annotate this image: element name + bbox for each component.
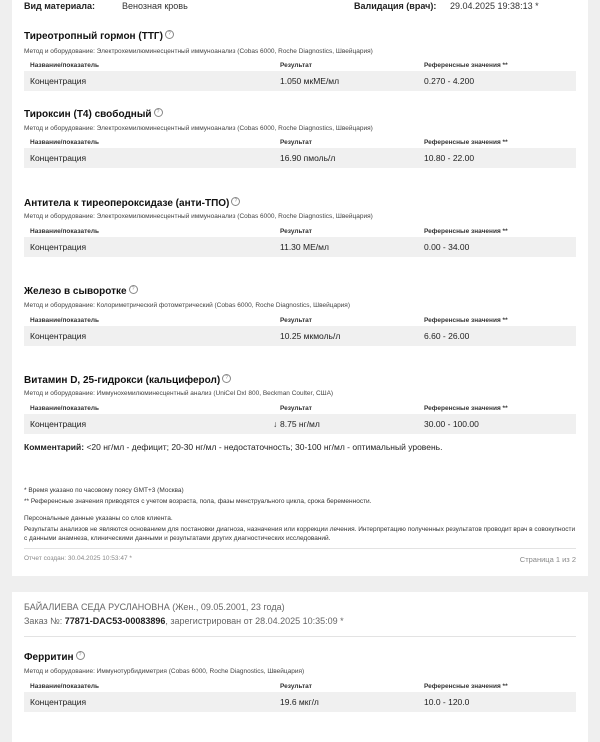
order-prefix: Заказ №: (24, 616, 63, 626)
comment-label: Комментарий: (24, 442, 85, 452)
material-value: Венозная кровь (122, 1, 188, 11)
material-label: Вид материала: (24, 1, 95, 11)
column-header-result: Результат (280, 405, 312, 412)
result-value: 8.75 нг/мл (280, 419, 320, 429)
patient-info: БАЙАЛИЕВА СЕДА РУСЛАНОВНА (Жен., 09.05.2001, 23 года) (24, 602, 285, 612)
info-icon[interactable]: ? (129, 285, 138, 294)
column-header-result: Результат (280, 317, 312, 324)
result-reference: 0.00 - 34.00 (424, 242, 470, 252)
result-name: Концентрация (30, 697, 87, 707)
test-title: Тироксин (Т4) свободный (24, 109, 152, 120)
column-header-name: Название/показатель (30, 62, 100, 69)
column-header-reference: Референсные значения ** (424, 228, 508, 235)
validation-label: Валидация (врач): (354, 1, 437, 11)
column-header-result: Результат (280, 228, 312, 235)
note-personal: Персональные данные указаны со слов клиента. (24, 515, 173, 522)
test-method: Метод и оборудование: Электрохемилюминесцентный иммуноанализ (Cobas 6000, Roche Diagnostics, Швейцария) (24, 48, 373, 55)
result-reference: 10.0 - 120.0 (424, 697, 470, 707)
order-number: 77871-DAC53-00083896 (64, 616, 166, 626)
test-title: Антитела к тиреопероксидазе (анти-ТПО) (24, 198, 230, 209)
test-method: Метод и оборудование: Колориметрический фотометрический (Cobas 6000, Roche Diagnostics, Швейцария) (24, 302, 350, 309)
note-disclaimer: Результаты анализов не являются основанием для постановки диагноза, назначения или коррекции лечения. Интерпретацию полученных результатов проводит врач в совокупности с данными анамнеза, клиническими данными и результатами других диагностических исследований. (24, 526, 576, 542)
note-reference: ** Референсные значения приводятся с учетом возраста, пола, фазы менструального цикла, срока беременности. (24, 498, 372, 505)
test-title: Витамин D, 25-гидрокси (кальциферол) (24, 375, 221, 386)
result-value: 10.25 мкмоль/л (280, 331, 341, 341)
column-header-result: Результат (280, 683, 312, 690)
footer-divider (24, 548, 576, 549)
result-value: 19.6 мкг/л (280, 697, 319, 707)
column-header-name: Название/показатель (30, 228, 100, 235)
column-header-name: Название/показатель (30, 317, 100, 324)
test-title: Ферритин (24, 652, 74, 663)
test-title: Тиреотропный гормон (ТТГ) (24, 31, 163, 42)
column-header-reference: Референсные значения ** (424, 405, 508, 412)
info-icon[interactable]: ? (165, 30, 174, 39)
test-method: Метод и оборудование: Электрохемилюминесцентный иммуноанализ (Cobas 6000, Roche Diagnostics, Швейцария) (24, 125, 373, 132)
column-header-reference: Референсные значения ** (424, 62, 508, 69)
low-value-arrow-icon: ↓ (273, 419, 278, 429)
info-icon[interactable]: ? (222, 374, 231, 383)
info-icon[interactable]: ? (76, 651, 85, 660)
validation-value: 29.04.2025 19:38:13 * (450, 1, 539, 11)
report-page-2 (12, 592, 588, 742)
result-reference: 30.00 - 100.00 (424, 419, 479, 429)
result-name: Концентрация (30, 76, 87, 86)
column-header-result: Результат (280, 62, 312, 69)
test-title: Железо в сыворотке (24, 286, 127, 297)
column-header-name: Название/показатель (30, 683, 100, 690)
result-reference: 6.60 - 26.00 (424, 331, 470, 341)
test-method: Метод и оборудование: Иммунохемилюминесцентный анализ (UniCel DxI 800, Beckman Coulter, США) (24, 390, 334, 397)
info-icon[interactable]: ? (154, 108, 163, 117)
result-name: Концентрация (30, 242, 87, 252)
order-info (24, 616, 344, 626)
column-header-reference: Референсные значения ** (424, 683, 508, 690)
header-divider (24, 636, 576, 637)
result-reference: 0.270 - 4.200 (424, 76, 475, 86)
result-reference: 10.80 - 22.00 (424, 153, 475, 163)
column-header-result: Результат (280, 139, 312, 146)
column-header-reference: Референсные значения ** (424, 139, 508, 146)
result-value: 1.050 мкМЕ/мл (280, 76, 340, 86)
result-name: Концентрация (30, 153, 87, 163)
test-method: Метод и оборудование: Электрохемилюминесцентный иммуноанализ (Cobas 6000, Roche Diagnostics, Швейцария) (24, 213, 373, 220)
column-header-reference: Референсные значения ** (424, 317, 508, 324)
result-value: 11.30 МЕ/мл (280, 242, 329, 252)
report-created: Отчет создан: 30.04.2025 10:53:47 * (24, 555, 132, 562)
result-name: Концентрация (30, 419, 87, 429)
comment-text: <20 нг/мл - дефицит; 20-30 нг/мл - недостаточность; 30-100 нг/мл - оптимальный уровень. (86, 442, 443, 452)
info-icon[interactable]: ? (231, 197, 240, 206)
note-timezone: * Время указано по часовому поясу GMT+3 (Москва) (24, 487, 184, 494)
result-name: Концентрация (30, 331, 87, 341)
column-header-name: Название/показатель (30, 405, 100, 412)
result-value: 16.90 пмоль/л (280, 153, 336, 163)
page-number: Страница 1 из 2 (519, 555, 576, 564)
report-page-1 (12, 0, 588, 576)
comment (24, 442, 442, 452)
order-registered: , зарегистрирован от 28.04.2025 10:35:09 * (165, 616, 344, 626)
column-header-name: Название/показатель (30, 139, 100, 146)
test-method: Метод и оборудование: Иммунотурбидиметрия (Cobas 6000, Roche Diagnostics, Швейцария) (24, 668, 305, 675)
